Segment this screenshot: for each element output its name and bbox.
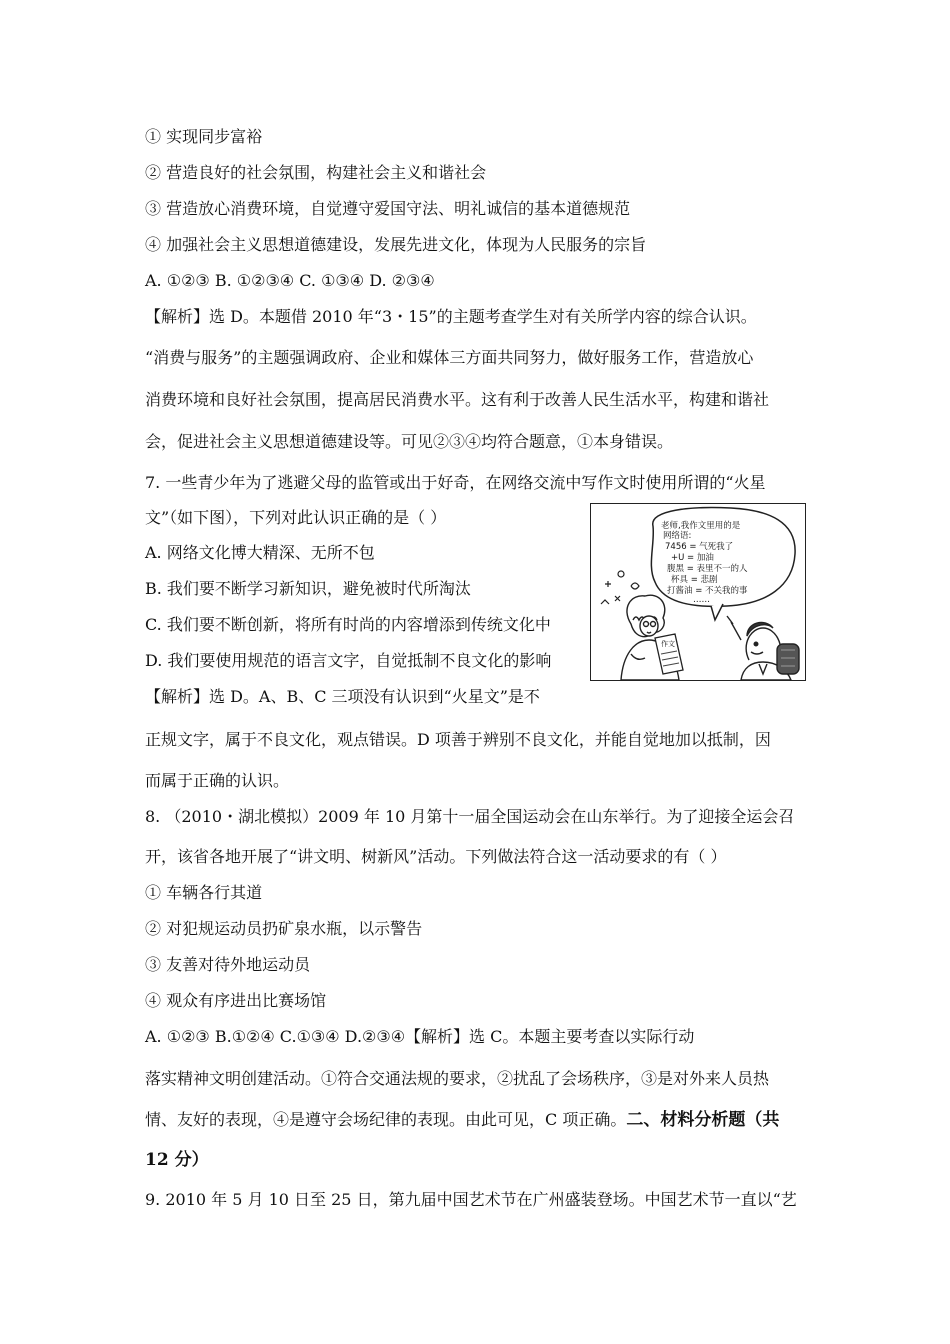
- q6-analysis-line-2: “消费与服务”的主题强调政府、企业和媒体三方面共同努力，做好服务工作，营造放心: [145, 348, 754, 367]
- speech-bubble-tail: [711, 604, 723, 620]
- q6-analysis-line-4: 会，促进社会主义思想道德建设等。可见②③④均符合题意，①本身错误。: [145, 432, 674, 451]
- q6-option-1: ① 实现同步富裕: [145, 127, 263, 146]
- q7-analysis-line-2: 正规文字，属于不良文化，观点错误。D 项善于辨别不良文化，并能自觉地加以抵制，因: [145, 730, 771, 749]
- q6-choices: A. ①②③ B. ①②③④ C. ①③④ D. ②③④: [145, 271, 435, 290]
- q8-option-2: ② 对犯规运动员扔矿泉水瓶，以示警告: [145, 919, 423, 938]
- q7-option-a: A. 网络文化博大精深、无所不包: [145, 543, 375, 562]
- bubble-text-2: 网络语:: [663, 531, 692, 541]
- cartoon-illustration: [590, 503, 806, 681]
- q6-option-2: ② 营造良好的社会氛围，构建社会主义和谐社会: [145, 163, 487, 182]
- bubble-text-1: 老师,我作文里用的是: [661, 521, 741, 531]
- q6-option-4: ④ 加强社会主义思想道德建设，发展先进文化，体现为人民服务的宗旨: [145, 235, 647, 254]
- q9-stem-line-1: 9. 2010 年 5 月 10 日至 25 日，第九届中国艺术节在广州盛装登场。中国艺术节一直以“艺: [145, 1190, 797, 1209]
- q8-option-3: ③ 友善对待外地运动员: [145, 955, 311, 974]
- q8-analysis-line-3: [145, 1110, 779, 1130]
- q7-stem-line-1: 7. 一些青少年为了逃避父母的监管或出于好奇，在网络交流中写作文时使用所谓的“火星: [145, 473, 766, 492]
- q6-analysis-line-3: 消费环境和良好社会氛围，提高居民消费水平。这有利于改善人民生活水平，构建和谐社: [145, 390, 770, 409]
- q7-option-d: D. 我们要使用规范的语言文字，自觉抵制不良文化的影响: [145, 651, 552, 670]
- q8-option-1: ① 车辆各行其道: [145, 883, 263, 902]
- q8-stem-line-1: 8. （2010・湖北模拟）2009 年 10 月第十一届全国运动会在山东举行。为了迎接全运会召: [145, 807, 795, 826]
- bubble-text-6: 杯具 = 悲剧: [671, 575, 718, 585]
- q7-stem-line-2: 文”（如下图），下列对此认识正确的是（ ）: [145, 508, 447, 527]
- section-title-continued: 12 分）: [145, 1150, 209, 1170]
- q8-choices-and-analysis: A. ①②③ B.①②④ C.①③④ D.②③④【解析】选 C。本题主要考查以实际行动: [145, 1027, 695, 1046]
- q8-option-4: ④ 观众有序进出比赛场馆: [145, 991, 327, 1010]
- q8-analysis-line-2: 落实精神文明创建活动。①符合交通法规的要求，②扰乱了会场秩序，③是对外来人员热: [145, 1069, 770, 1088]
- cartoon-drawing: [591, 504, 805, 680]
- section-title: 二、材料分析题（共: [626, 1110, 780, 1130]
- q7-option-c: C. 我们要不断创新，将所有时尚的内容增添到传统文化中: [145, 615, 551, 634]
- q8-stem-line-2: 开，该省各地开展了“讲文明、树新风”活动。下列做法符合这一活动要求的有（ ）: [145, 847, 727, 866]
- bubble-text-4: +U = 加油: [671, 553, 714, 563]
- bubble-text-8: ……: [693, 595, 710, 605]
- q7-option-b: B. 我们要不断学习新知识，避免被时代所淘汰: [145, 579, 471, 598]
- bubble-text-5: 腹黑 = 表里不一的人: [667, 564, 748, 574]
- q6-analysis-line-1: 【解析】选 D。本题借 2010 年“3・15”的主题考查学生对有关所学内容的综合认识。: [145, 307, 757, 326]
- svg-text:作文: 作文: [661, 640, 675, 648]
- student-figure: [727, 616, 799, 680]
- bubble-text-7: 打酱油 = 不关我的事: [667, 586, 748, 596]
- q7-analysis-line-1: 【解析】选 D。A、B、C 三项没有认识到“火星文”是不: [145, 687, 540, 706]
- q8-analysis-text: 情、友好的表现，④是遵守会场纪律的表现。由此可见，C 项正确。: [145, 1110, 627, 1129]
- bubble-text-3: 7456 = 气死我了: [665, 542, 734, 552]
- q6-option-3: ③ 营造放心消费环境，自觉遵守爱国守法、明礼诚信的基本道德规范: [145, 199, 631, 218]
- q7-analysis-line-3: 而属于正确的认识。: [145, 771, 290, 790]
